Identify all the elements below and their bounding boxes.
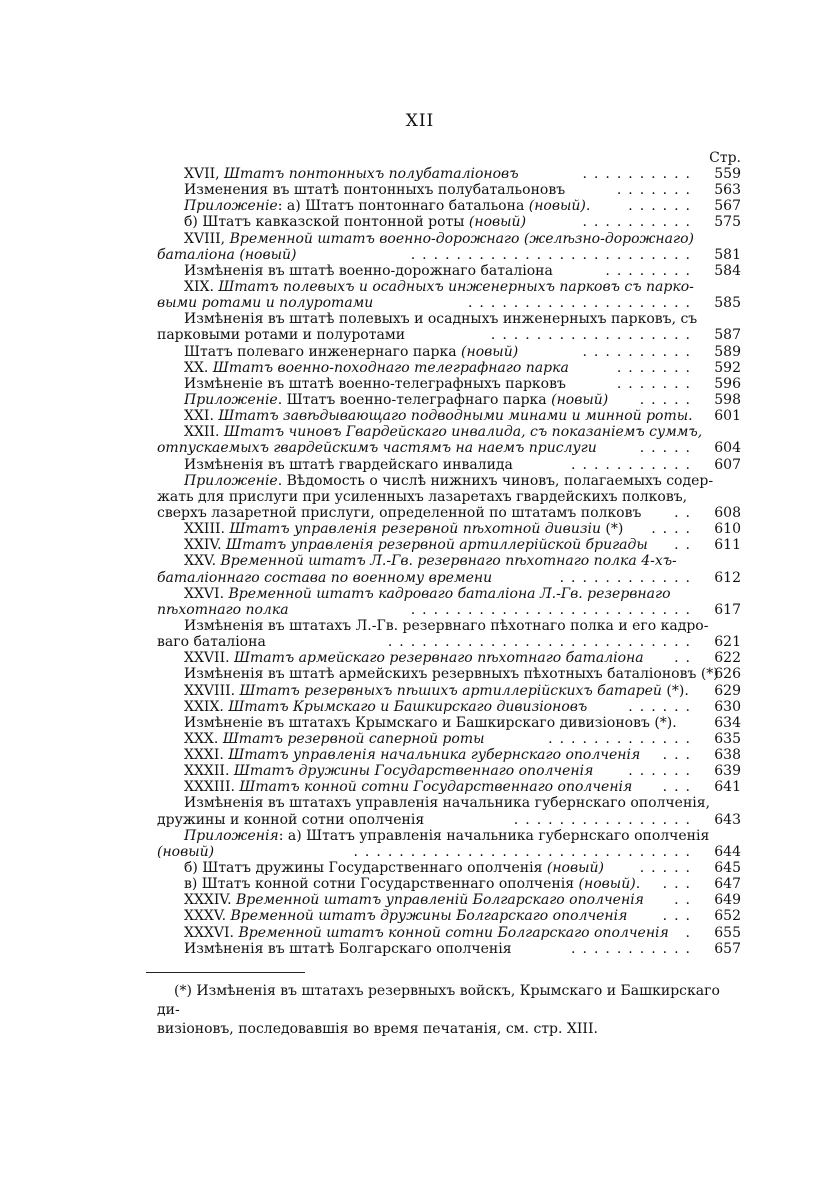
toc-entry-text: XXVII. [184, 650, 235, 667]
toc-entry-text: . Вѣдомость о числѣ нижнихъ чиновъ, полагаемыхъ содер- [277, 472, 714, 489]
footnote [157, 982, 741, 1039]
toc-entry-title [184, 473, 713, 489]
toc-entry-text: Штатъ резервныхъ пѣшихъ артиллерійскихъ батарей [239, 682, 662, 699]
toc-page-number: 617 [714, 601, 741, 618]
toc-entry [157, 908, 741, 924]
toc-entry-title [184, 376, 566, 392]
toc-page-number: 626 [714, 666, 741, 683]
toc-entry-text: Временной штатъ Л.-Гв. резервнаго пѣхотнаго полка 4-хъ- [220, 553, 677, 570]
page-number: XII [405, 111, 435, 131]
toc-entry-text: XXXIII. [184, 779, 240, 796]
toc-entry [157, 505, 741, 521]
toc-entry-title [184, 925, 669, 941]
dot-leader: ........ [605, 262, 697, 279]
toc-entry [157, 424, 741, 440]
toc-entry [157, 231, 741, 247]
toc-entry-text: отпускаемыхъ гвардейскимъ частямъ на наемъ прислуги [157, 440, 597, 457]
toc-entry [157, 795, 741, 811]
toc-entry [157, 489, 741, 505]
toc-page-number: 643 [714, 811, 741, 828]
toc-page-number: 638 [714, 747, 741, 764]
toc-entry-title [184, 666, 719, 682]
toc-entry [157, 892, 741, 908]
toc-page-number: 611 [714, 537, 741, 554]
toc-entry-text: Измѣненія въ штатѣ гвардейскаго инвалида [184, 456, 513, 473]
toc-entry-title [184, 828, 709, 844]
toc-page-number: 645 [714, 860, 741, 877]
dot-leader: ........................... [387, 634, 697, 651]
toc-page-number: 630 [714, 698, 741, 715]
toc-entry-title [184, 166, 519, 182]
dot-leader: .............................. [353, 843, 697, 860]
toc-entry [157, 812, 741, 828]
toc-entry-text: . [635, 876, 641, 893]
toc-entry-text: б) Штатъ дружины Государственнаго ополченія [184, 860, 547, 877]
toc-entry-text: XIX. [184, 278, 219, 295]
toc-entry-text: сверхъ лазаретной прислуги, определенной по штатамъ полковъ [157, 504, 642, 521]
toc-entry-text: XXII. [184, 424, 224, 441]
toc-page-number: 621 [714, 634, 741, 651]
toc-entry-title [157, 440, 597, 456]
dot-leader: ....... [616, 182, 697, 199]
toc-entry-title [184, 779, 632, 795]
toc-entry-text: XXVI. [184, 585, 229, 602]
toc-entry-text: Временной штатъ конной сотни Болгарскаго ополченія [238, 924, 669, 941]
dot-leader: ...... [628, 698, 697, 715]
toc-entry [157, 602, 741, 618]
toc-entry-text: (новый) [546, 860, 605, 877]
toc-page-number: 598 [714, 391, 741, 408]
toc-entry-text: Измѣненія въ штатахъ управленія начальника губернскаго ополченія, [184, 795, 711, 812]
toc-page-number: 581 [714, 246, 741, 263]
toc-entry-text: . Штатъ военно-телеграфнаго парка [277, 391, 552, 408]
toc-entry [157, 779, 741, 795]
dot-leader: ........... [571, 456, 697, 473]
toc-entry-title [157, 489, 687, 505]
footnote-divider [146, 972, 305, 973]
toc-entry-text: XXIX. [184, 698, 229, 715]
toc-page-number: 559 [714, 166, 741, 182]
toc-entry-text: Временной штатъ дружины Болгарскаго ополченія [230, 908, 628, 925]
toc-entry-text: Штатъ военно-походнаго телеграфнаго парка [212, 359, 569, 376]
dot-leader: .. [674, 650, 697, 667]
toc-entry-text: Измѣненія въ штатѣ армейскихъ резервныхъ пѣхотныхъ баталіоновъ (*) [184, 666, 719, 683]
toc-page-number: 592 [714, 359, 741, 376]
dot-leader: ............. [548, 730, 697, 747]
toc-entry-title [157, 247, 297, 263]
toc-entry [157, 699, 741, 715]
toc-entry-title [157, 505, 641, 521]
toc-page-number: 655 [714, 924, 741, 941]
toc-entry-text: Штатъ дружины Государственнаго ополченія [233, 763, 594, 780]
toc-entry-title [184, 279, 694, 295]
toc-entry-text: (новый) [578, 876, 636, 893]
toc-page-number: 639 [714, 763, 741, 780]
toc-entry-text: Штатъ армейскаго резервнаго пѣхотнаго баталіона [234, 650, 644, 667]
toc-entry [157, 295, 741, 311]
dot-leader: ....... [616, 359, 697, 376]
toc-entry-title [184, 457, 513, 473]
toc-entry [157, 570, 741, 586]
toc-entry-text: Временной штатъ кадроваго баталіона Л.-Гв. резервнаго [228, 585, 671, 602]
toc-page-number: 585 [714, 295, 741, 312]
toc-entry-text: (новый) [157, 843, 215, 860]
toc-entry-title [184, 860, 604, 876]
toc-entry [157, 263, 741, 279]
toc-page-number: 563 [714, 182, 741, 199]
toc-entry-text: Штатъ завѣдывающаго подводными минами и минной роты. [218, 408, 693, 425]
toc-entry-title [184, 408, 693, 424]
toc-entry [157, 860, 741, 876]
toc-entry [157, 392, 741, 408]
toc-entry-title [184, 876, 640, 892]
toc-entry-title [184, 715, 677, 731]
dot-leader: .................... [467, 295, 697, 312]
toc-entry [157, 521, 741, 537]
toc-entry [157, 247, 741, 263]
toc-entry-title [184, 650, 644, 666]
toc-entry-text: XXVIII. [184, 682, 240, 699]
dot-leader: ....... [616, 375, 697, 392]
toc-entry [157, 634, 741, 650]
toc-entry-text: Приложеніе [184, 198, 278, 215]
dot-leader: .. [674, 504, 697, 521]
dot-leader: ... [662, 876, 697, 893]
toc-page-number: 612 [714, 569, 741, 586]
toc-entry-text: XXXI. [184, 747, 229, 764]
toc-entry-title [184, 521, 623, 537]
toc-entry-title [184, 231, 694, 247]
toc-entry-text: XXIII. [184, 521, 230, 538]
dot-leader: .......... [582, 166, 697, 182]
toc-page-number: 610 [714, 521, 741, 538]
dot-leader: ..... [639, 860, 697, 877]
dot-leader: ... [662, 747, 697, 764]
toc-entry [157, 214, 741, 230]
toc-entry-text: Штатъ конной сотни Государственнаго ополченія [239, 779, 633, 796]
toc-entry-title [184, 392, 608, 408]
toc-entry-text: Измѣненія въ штатѣ полевыхъ и осадныхъ инженерныхъ парковъ, съ [184, 311, 698, 328]
toc-entry [157, 440, 741, 456]
toc-entry-title [184, 263, 553, 279]
toc-entry-text: в) Штатъ конной сотни Государственнаго ополченія [184, 876, 579, 893]
toc-page-number: 584 [714, 262, 741, 279]
toc-entry-title [184, 763, 593, 779]
toc-entry [157, 618, 741, 634]
toc-page-number: 601 [714, 408, 741, 425]
dot-leader: .......... [582, 343, 697, 360]
toc-page-number: 622 [714, 650, 741, 667]
toc-entry-text: Измѣненіе въ штатахъ Крымскаго и Башкирскаго дивизіоновъ (*). [184, 714, 677, 731]
toc-entry-text: выми ротами и полуротами [157, 295, 374, 312]
toc-entry [157, 408, 741, 424]
toc-page-number: 647 [714, 876, 741, 893]
toc-entry-title [184, 182, 565, 198]
toc-entry-text: Штатъ управленія резервной артиллерійской бригады [226, 537, 648, 554]
toc-entry-text: (*). [661, 682, 689, 699]
toc-entry-title [157, 634, 266, 650]
toc-page-number: 635 [714, 730, 741, 747]
toc-page-number: 652 [714, 908, 741, 925]
toc-entry [157, 715, 741, 731]
toc-entry-title [157, 295, 373, 311]
toc-entry [157, 182, 741, 198]
dot-leader: .......... [582, 214, 697, 231]
toc-entry-text: XXXVI. [184, 924, 239, 941]
toc-entry [157, 473, 741, 489]
toc-entry-text: баталіона (новый) [157, 246, 297, 263]
toc-entry-text: (новый) [468, 214, 527, 231]
toc-entry-text: (*) [600, 521, 624, 538]
toc-entry [157, 553, 741, 569]
footnote-line: визіоновъ, последовавшія во время печатанія, см. стр. XIII. [157, 1021, 598, 1037]
toc-entry [157, 731, 741, 747]
toc-entry [157, 360, 741, 376]
toc-entry-title [157, 570, 492, 586]
toc-entry-text: (новый) [551, 391, 609, 408]
toc-entry-text: Штатъ чиновъ Гвардейскаго инвалида, съ показаніемъ суммъ, [223, 424, 703, 441]
toc-page-number: 607 [714, 456, 741, 473]
toc-entry-title [157, 812, 424, 828]
dot-leader: ............ [559, 569, 697, 586]
toc-entry-title [184, 553, 677, 569]
toc-entry-text: Приложеніе [184, 472, 278, 489]
toc-entry-text: Изменения въ штатѣ понтонныхъ полубатальоновъ [184, 182, 566, 199]
dot-leader: ......................... [410, 246, 697, 263]
toc-entry-title [184, 795, 710, 811]
toc-entry-text: пѣхотнаго полка [157, 601, 289, 618]
toc-entry [157, 344, 741, 360]
toc-entry-title [184, 198, 590, 214]
toc-entry-text: : а) Штатъ понтоннаго батальона [277, 198, 529, 215]
toc-entry-title [184, 699, 587, 715]
toc-entry-text: (новый) [461, 343, 519, 360]
toc-entry-text: Приложенія [184, 827, 279, 844]
toc-entry-text: баталіоннаго состава по военному времени [157, 569, 493, 586]
dot-leader: .. [674, 892, 697, 909]
dot-leader: ..... [639, 391, 697, 408]
toc-entry [157, 198, 741, 214]
toc-entry-title [184, 618, 708, 634]
toc-entry [157, 586, 741, 602]
toc-entry-title [157, 327, 405, 343]
toc-entry [157, 327, 741, 343]
dot-leader: .... [651, 521, 697, 538]
dot-leader: ..... [639, 440, 697, 457]
footnote-line: (*) Измѣненія въ штатахъ резервныхъ войскъ, Крымскаго и Башкирскаго ди- [157, 983, 720, 1018]
toc-entry [157, 876, 741, 892]
toc-entry-text: Штатъ понтонныхъ полубаталіоновъ [224, 166, 519, 182]
table-of-contents [157, 166, 741, 957]
toc-entry-text: : а) Штатъ управленія начальника губернскаго ополченія [278, 827, 710, 844]
toc-entry [157, 747, 741, 763]
dot-leader: ... [662, 779, 697, 796]
toc-entry [157, 376, 741, 392]
toc-entry-title [184, 683, 689, 699]
toc-entry-text: XXXIV. [184, 892, 236, 909]
toc-entry-title [184, 311, 697, 327]
toc-entry [157, 763, 741, 779]
toc-page-number: 575 [714, 214, 741, 231]
toc-entry-text: Штатъ полевыхъ и осадныхъ инженерныхъ парковъ съ парко- [218, 278, 694, 295]
toc-page-number: 589 [714, 343, 741, 360]
toc-entry-title [184, 747, 640, 763]
dot-leader: .. [674, 537, 697, 554]
toc-entry [157, 844, 741, 860]
toc-entry-title [184, 586, 671, 602]
toc-page-number: 587 [714, 327, 741, 344]
toc-page-number: 649 [714, 892, 741, 909]
toc-entry-text: дружины и конной сотни ополченія [157, 811, 425, 828]
toc-entry-title [184, 941, 512, 957]
toc-entry [157, 683, 741, 699]
toc-entry [157, 925, 741, 941]
toc-entry [157, 279, 741, 295]
toc-page-number: 629 [714, 682, 741, 699]
toc-entry-text: Измѣненія въ штатѣ военно-дорожнаго баталіона [184, 262, 553, 279]
toc-page-number: 567 [714, 198, 741, 215]
toc-entry-text: Штатъ полеваго инженернаго парка [184, 343, 462, 360]
page-column-header: Стр. [709, 150, 741, 166]
toc-entry-text: Штатъ управленія резервной пѣхотной дивизіи [229, 521, 601, 538]
dot-leader: ...... [628, 763, 697, 780]
toc-entry-text: Штатъ управленія начальника губернскаго ополченія [228, 747, 641, 764]
toc-entry [157, 828, 741, 844]
toc-entry [157, 650, 741, 666]
toc-entry-text: XVII, [184, 166, 225, 182]
toc-page-number: 608 [714, 504, 741, 521]
toc-entry-title [184, 908, 627, 924]
toc-entry-text: парковыми ротами и полуротами [157, 327, 406, 344]
toc-entry-title [157, 844, 214, 860]
toc-page-number: 657 [714, 940, 741, 957]
dot-leader: ...... [628, 198, 697, 215]
toc-entry-text: XXIV. [184, 537, 227, 554]
toc-entry-text: жать для прислуги при усиленныхъ лазаретахъ гвардейскихъ полковъ, [157, 488, 688, 505]
dot-leader: ........... [571, 940, 697, 957]
dot-leader: .................. [490, 327, 697, 344]
toc-entry-text: XXV. [184, 553, 221, 570]
toc-entry-text: (новый) [528, 198, 586, 215]
toc-entry [157, 941, 741, 957]
toc-entry-text: XXI. [184, 408, 219, 425]
toc-entry-text: Приложеніе [184, 391, 278, 408]
dot-leader: ................ [513, 811, 697, 828]
toc-entry [157, 537, 741, 553]
dot-leader: ... [662, 908, 697, 925]
toc-page-number: 634 [714, 714, 741, 731]
toc-entry-text: Измѣненія въ штатѣ Болгарскаго ополченія [184, 940, 512, 957]
toc-entry [157, 311, 741, 327]
toc-entry-text: б) Штатъ кавказской понтонной роты [184, 214, 469, 231]
toc-entry-text: XXXV. [184, 908, 231, 925]
toc-entry-text: XX. [184, 359, 213, 376]
toc-entry-title [184, 537, 648, 553]
toc-entry [157, 457, 741, 473]
toc-entry-text: Измѣненія въ штатахъ Л.-Гв. резервнаго пѣхотнаго полка и его кадро- [184, 617, 709, 634]
toc-entry-text: Временной штатъ военно-дорожнаго (желѣзно-дорожнаго) [229, 230, 694, 247]
toc-entry-text: . [585, 198, 591, 215]
toc-page-number: 604 [714, 440, 741, 457]
toc-entry-title [184, 344, 518, 360]
toc-entry-title [184, 892, 644, 908]
toc-page-number: 641 [714, 779, 741, 796]
toc-entry-text: XVIII, [184, 230, 230, 247]
toc-entry-title [184, 214, 526, 230]
toc-entry-title [184, 731, 485, 747]
toc-entry-text: Временной штатъ управленій Болгарскаго ополченія [236, 892, 644, 909]
toc-entry-text: ваго баталіона [157, 634, 266, 651]
toc-entry [157, 666, 741, 682]
toc-entry-title [184, 360, 569, 376]
toc-entry-text: Штатъ резервной саперной роты [222, 730, 485, 747]
toc-entry-text: XXXII. [184, 763, 234, 780]
toc-entry-text: Штатъ Крымскаго и Башкирскаго дивизіоновъ [228, 698, 588, 715]
toc-page-number: 596 [714, 375, 741, 392]
toc-page-number: 644 [714, 843, 741, 860]
toc-entry [157, 166, 741, 182]
toc-entry-title [157, 602, 289, 618]
toc-entry-text: XXX. [184, 730, 223, 747]
dot-leader: ......................... [410, 601, 697, 618]
toc-entry-title [184, 424, 702, 440]
dot-leader: . [685, 924, 697, 941]
toc-entry-text: Измѣненіе въ штатѣ военно-телеграфныхъ парковъ [184, 375, 566, 392]
